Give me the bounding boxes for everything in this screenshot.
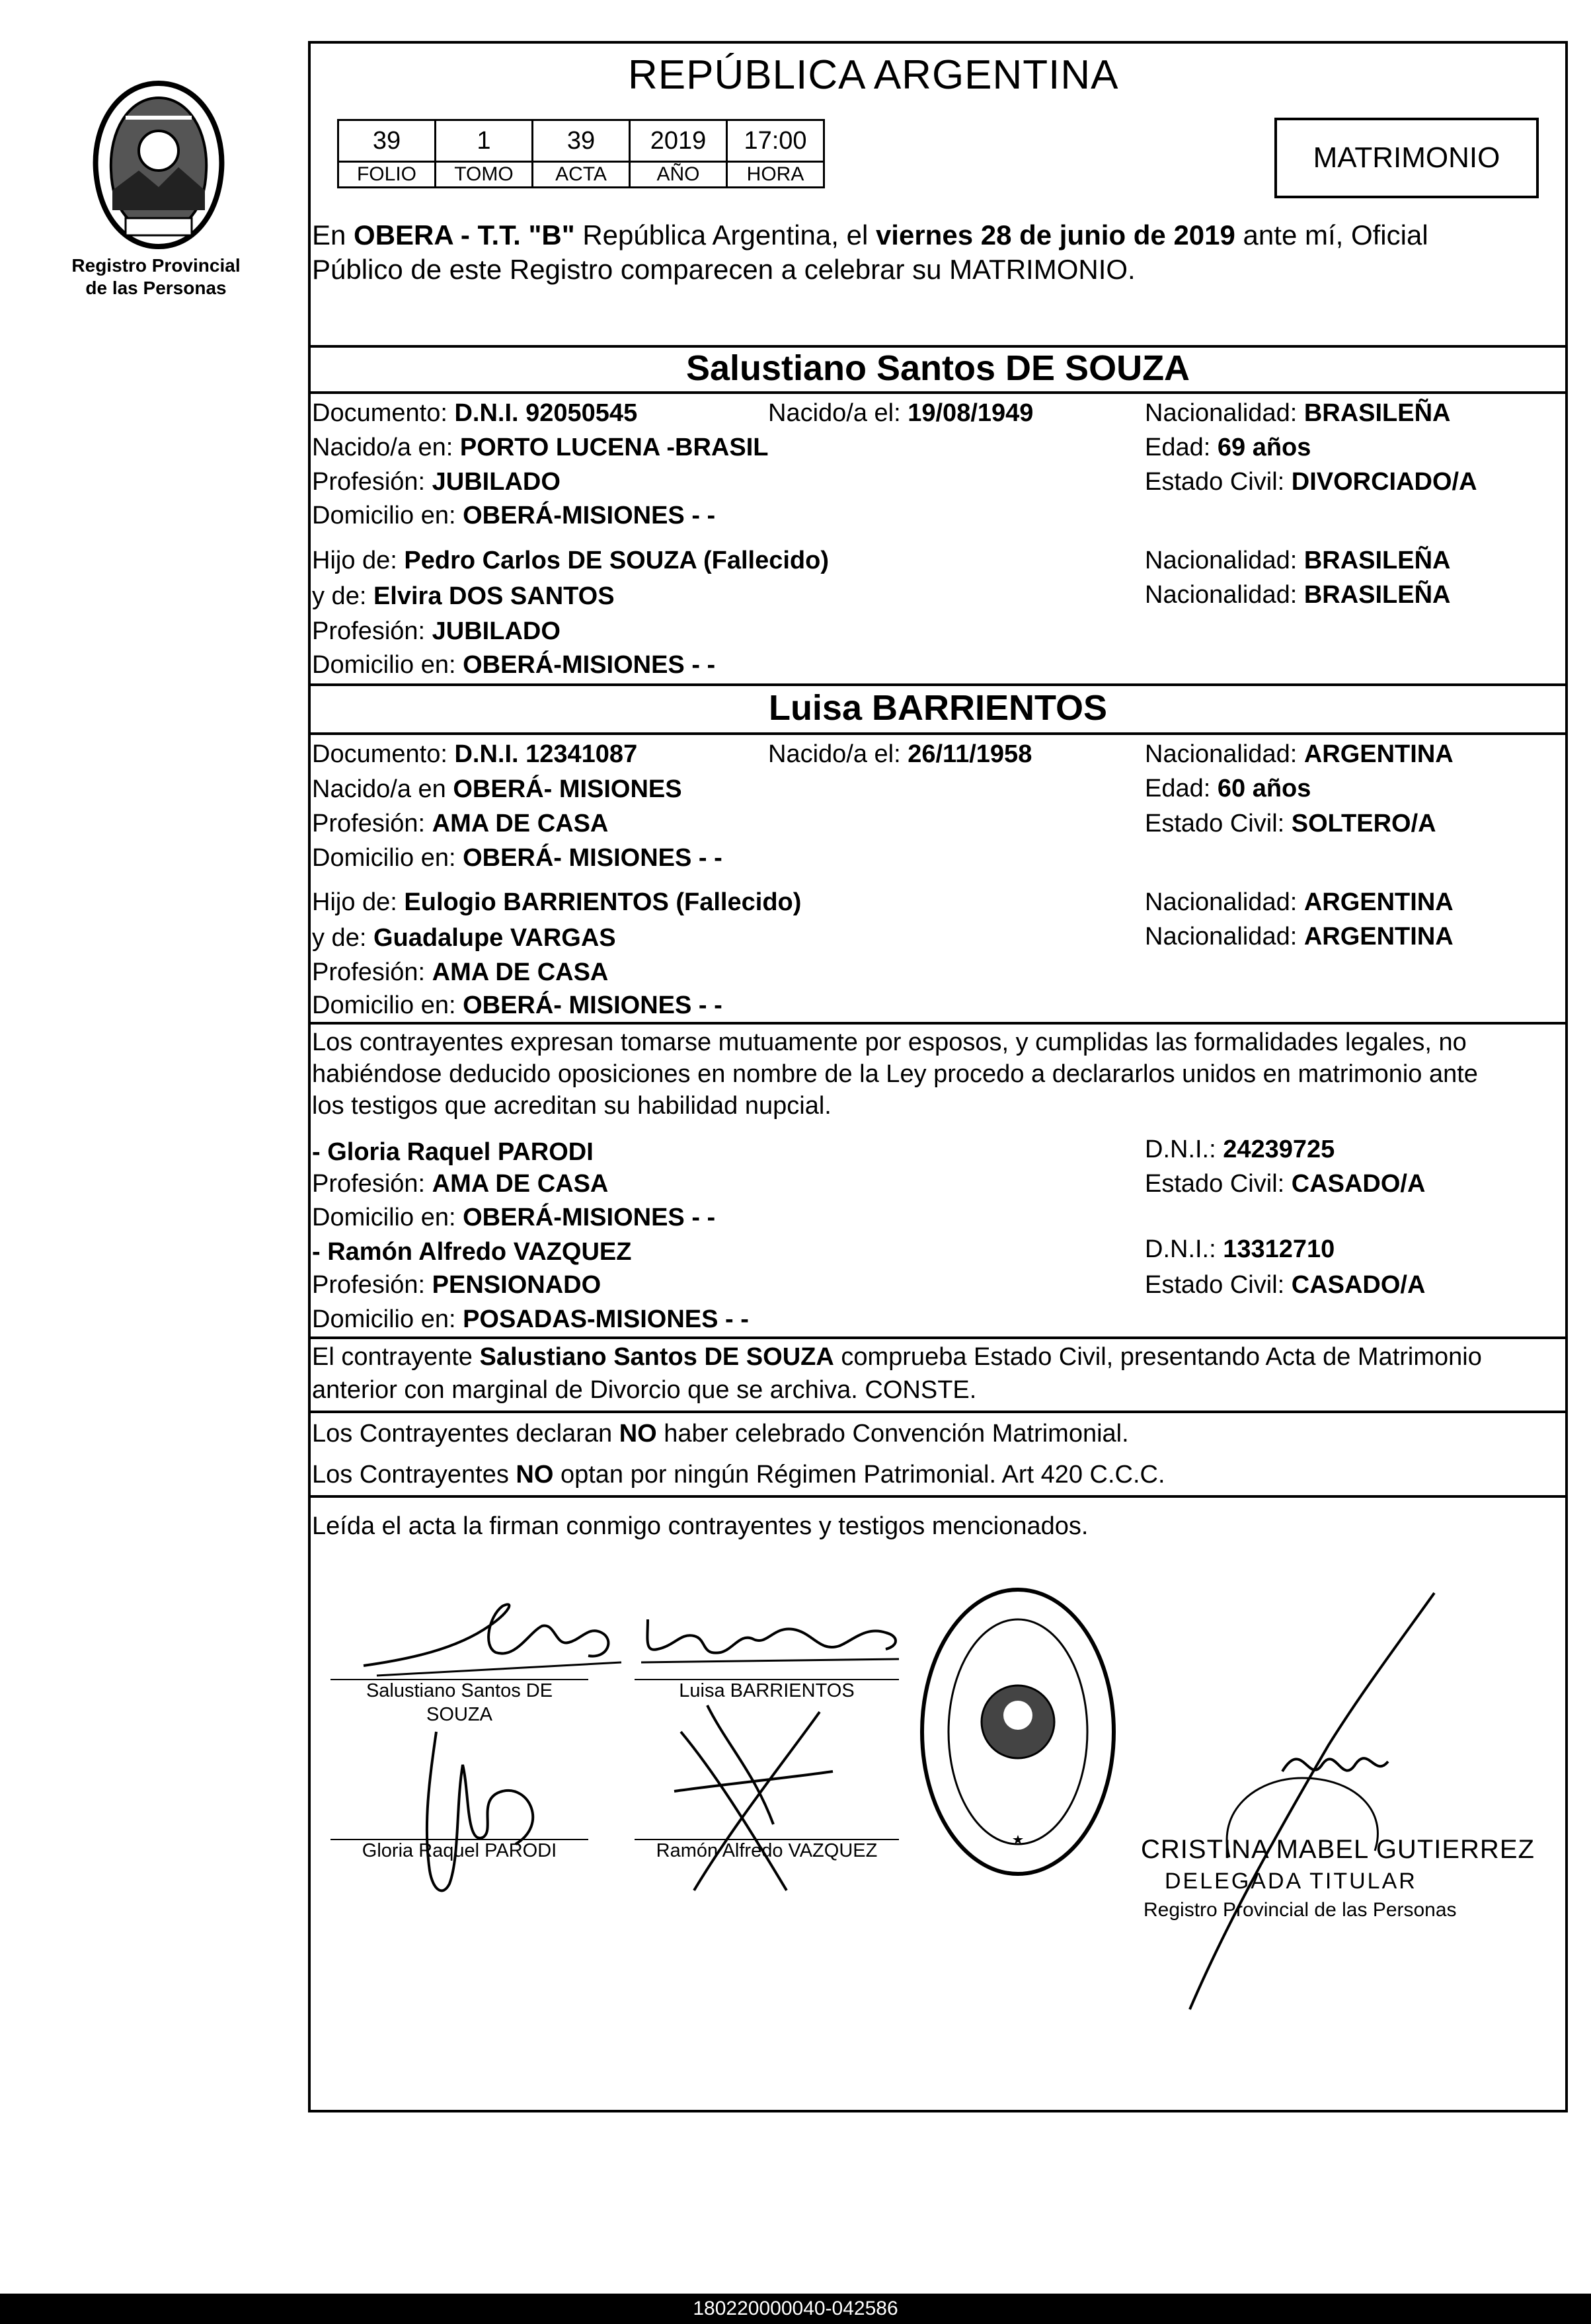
spouse1-name: Salustiano Santos DE SOUZA bbox=[685, 348, 1190, 388]
spouse2-birthdate bbox=[768, 739, 1032, 769]
spouse1-nationality bbox=[1145, 398, 1451, 428]
spouse2-address bbox=[312, 843, 722, 873]
field-value: CASADO/A bbox=[1291, 1271, 1426, 1299]
note-name: Salustiano Santos DE SOUZA bbox=[479, 1343, 834, 1371]
field-label: Profesión: bbox=[312, 1170, 432, 1198]
intro-post: ante mí, Oficial bbox=[1235, 219, 1428, 251]
field-value: JUBILADO bbox=[432, 468, 561, 496]
registry-year-label: AÑO bbox=[630, 162, 727, 188]
registry-hour-label: HORA bbox=[727, 162, 824, 188]
signature-parodi bbox=[397, 1725, 568, 1904]
field-label: Nacido/a en: bbox=[312, 434, 460, 461]
logo-caption bbox=[63, 254, 249, 299]
field-value: 69 años bbox=[1217, 434, 1311, 461]
official-role: DELEGADA TITULAR bbox=[1165, 1869, 1417, 1894]
field-value: OBERÁ- MISIONES - - bbox=[463, 844, 722, 872]
spouse1-father bbox=[312, 545, 829, 576]
signature-caption-souza bbox=[330, 1679, 588, 1726]
field-value: ARGENTINA bbox=[1303, 740, 1454, 768]
regime-line2 bbox=[312, 1459, 1165, 1490]
declaration-line1: Los contrayentes expresan tomarse mutuamente por esposos, y cumplidas las formalidades legales, no bbox=[312, 1028, 1467, 1056]
field-value: BRASILEÑA bbox=[1303, 399, 1451, 427]
witness1-profession bbox=[312, 1169, 608, 1199]
field-value: Elvira DOS SANTOS bbox=[373, 582, 615, 610]
field-value: SOLTERO/A bbox=[1291, 810, 1436, 837]
divider bbox=[308, 683, 1568, 686]
spouse2-father bbox=[312, 887, 801, 917]
field-label: Documento: bbox=[312, 399, 455, 427]
spouse1-parents-profession bbox=[312, 616, 561, 646]
field-label: Edad: bbox=[1145, 775, 1218, 802]
field-label: Profesión: bbox=[312, 1271, 432, 1299]
field-label: Profesión: bbox=[312, 617, 432, 645]
field-label: Edad: bbox=[1145, 434, 1218, 461]
regime-emphasis: NO bbox=[516, 1461, 554, 1489]
registry-folio-label: FOLIO bbox=[338, 162, 436, 188]
witness1-address bbox=[312, 1202, 715, 1233]
note-line1 bbox=[312, 1342, 1482, 1372]
intro-mid: República Argentina, el bbox=[574, 219, 876, 251]
spouse2-profession bbox=[312, 808, 608, 839]
regime-text: optan por ningún Régimen Patrimonial. Art 420 C.C.C. bbox=[553, 1461, 1165, 1489]
divider bbox=[308, 391, 1568, 394]
spouse1-civil-status bbox=[1145, 467, 1477, 497]
signature-caption-parodi: Gloria Raquel PARODI bbox=[362, 1840, 557, 1861]
field-label: y de: bbox=[312, 582, 373, 610]
note-post: comprueba Estado Civil, presentando Acta de Matrimonio bbox=[834, 1343, 1482, 1371]
spouse2-mother bbox=[312, 923, 616, 953]
spouse1-birthdate bbox=[768, 398, 1033, 428]
field-value: ARGENTINA bbox=[1303, 923, 1454, 950]
spouse2-parents-address bbox=[312, 990, 722, 1021]
spouse2-documento bbox=[312, 739, 637, 769]
field-value: ARGENTINA bbox=[1303, 888, 1454, 916]
field-value: AMA DE CASA bbox=[432, 958, 609, 986]
intro-place: OBERA - T.T. "B" bbox=[354, 219, 575, 251]
document-id-footer: 180220000040-042586 bbox=[0, 2294, 1591, 2324]
signature-vazquez bbox=[654, 1692, 853, 1910]
field-value: OBERÁ-MISIONES - - bbox=[463, 502, 716, 529]
registry-hour-value: 17:00 bbox=[727, 120, 824, 162]
intro-pre: En bbox=[312, 219, 354, 251]
delegation-seal-stamp bbox=[915, 1583, 1120, 1880]
witness2-address bbox=[312, 1304, 749, 1335]
field-value: 13312710 bbox=[1223, 1235, 1335, 1263]
field-label: Estado Civil: bbox=[1145, 1271, 1292, 1299]
field-value: OBERÁ-MISIONES - - bbox=[463, 651, 716, 679]
field-value: D.N.I. 92050545 bbox=[454, 399, 638, 427]
field-label: Nacionalidad: bbox=[1145, 740, 1304, 768]
registry-folio-value: 39 bbox=[338, 120, 436, 162]
intro-line1 bbox=[312, 218, 1428, 252]
witness1-dni bbox=[1145, 1134, 1335, 1165]
field-label: Profesión: bbox=[312, 468, 432, 496]
spouse1-address bbox=[312, 500, 715, 531]
field-label: Nacido/a el: bbox=[768, 740, 908, 768]
signature-souza bbox=[357, 1586, 635, 1685]
field-label: Nacionalidad: bbox=[1145, 399, 1304, 427]
field-value: 19/08/1949 bbox=[908, 399, 1034, 427]
registry-table bbox=[337, 119, 825, 188]
signature-barrientos bbox=[635, 1600, 912, 1672]
spouse2-father-nationality bbox=[1145, 887, 1454, 917]
regime-text: Los Contrayentes bbox=[312, 1461, 516, 1489]
field-label: Domicilio en: bbox=[312, 502, 463, 529]
regime-line1 bbox=[312, 1418, 1129, 1449]
field-label: Domicilio en: bbox=[312, 991, 463, 1019]
spouse2-age bbox=[1145, 773, 1311, 804]
field-value: PORTO LUCENA -BRASIL bbox=[459, 434, 769, 461]
divider bbox=[308, 732, 1568, 735]
witness1-civil-status bbox=[1145, 1169, 1425, 1199]
province-seal-logo bbox=[86, 78, 231, 251]
field-value: Eulogio BARRIENTOS (Fallecido) bbox=[404, 888, 802, 916]
spouse1-profession bbox=[312, 467, 561, 497]
field-label: Nacionalidad: bbox=[1145, 923, 1304, 950]
field-label: Profesión: bbox=[312, 810, 432, 837]
field-label: Nacido/a en bbox=[312, 775, 453, 803]
field-value: Guadalupe VARGAS bbox=[373, 924, 616, 952]
spouse1-mother-nationality bbox=[1145, 580, 1451, 610]
spouse2-civil-status bbox=[1145, 808, 1436, 839]
field-value: OBERÁ-MISIONES - - bbox=[463, 1204, 716, 1231]
spouse1-age bbox=[1145, 432, 1311, 463]
regime-text: haber celebrado Convención Matrimonial. bbox=[656, 1420, 1129, 1448]
note-pre: El contrayente bbox=[312, 1343, 480, 1371]
registry-year-value: 2019 bbox=[630, 120, 727, 162]
field-value: 60 años bbox=[1217, 775, 1311, 802]
field-value: OBERÁ- MISIONES - - bbox=[463, 991, 722, 1019]
field-value: 26/11/1958 bbox=[908, 740, 1032, 768]
signature-caption-line: SOUZA bbox=[426, 1704, 492, 1725]
signature-official bbox=[1150, 1573, 1520, 2023]
spouse1-mother bbox=[312, 581, 615, 611]
logo-caption-line1: Registro Provincial bbox=[71, 255, 241, 276]
field-value: OBERÁ- MISIONES bbox=[453, 775, 682, 803]
field-value: BRASILEÑA bbox=[1303, 581, 1451, 609]
spouse2-parents-profession bbox=[312, 957, 608, 988]
spouse2-birthplace bbox=[312, 774, 682, 804]
witness1-name: - Gloria Raquel PARODI bbox=[312, 1138, 594, 1166]
spouse2-nationality bbox=[1145, 739, 1454, 769]
field-label: Hijo de: bbox=[312, 547, 405, 574]
field-label: Nacionalidad: bbox=[1145, 888, 1304, 916]
act-type-box: MATRIMONIO bbox=[1274, 118, 1539, 198]
field-value: Pedro Carlos DE SOUZA (Fallecido) bbox=[404, 547, 829, 574]
page-title: REPÚBLICA ARGENTINA bbox=[628, 52, 1119, 98]
spouse1-father-nationality bbox=[1145, 545, 1451, 576]
field-value: PENSIONADO bbox=[432, 1271, 601, 1299]
field-label: Estado Civil: bbox=[1145, 810, 1292, 837]
field-label: Estado Civil: bbox=[1145, 1170, 1292, 1198]
field-value: CASADO/A bbox=[1291, 1170, 1426, 1198]
declaration-line3: los testigos que acreditan su habilidad nupcial. bbox=[312, 1092, 832, 1120]
field-label: Estado Civil: bbox=[1145, 468, 1292, 496]
field-label: Domicilio en: bbox=[312, 651, 463, 679]
note-line2: anterior con marginal de Divorcio que se archiva. CONSTE. bbox=[312, 1376, 977, 1404]
signature-caption-line: Salustiano Santos DE bbox=[366, 1680, 553, 1701]
field-label: Domicilio en: bbox=[312, 844, 463, 872]
witness2-civil-status bbox=[1145, 1270, 1425, 1300]
field-label: Hijo de: bbox=[312, 888, 405, 916]
signature-caption-vazquez: Ramón Alfredo VAZQUEZ bbox=[656, 1840, 878, 1861]
divider bbox=[308, 1495, 1568, 1498]
field-label: Profesión: bbox=[312, 958, 432, 986]
intro-date: viernes 28 de junio de 2019 bbox=[875, 219, 1235, 251]
field-value: JUBILADO bbox=[432, 617, 561, 645]
regime-emphasis: NO bbox=[619, 1420, 657, 1448]
field-label: Domicilio en: bbox=[312, 1305, 463, 1333]
field-label: Nacionalidad: bbox=[1145, 581, 1304, 609]
logo-caption-line2: de las Personas bbox=[85, 278, 227, 298]
spouse2-name: Luisa BARRIENTOS bbox=[768, 688, 1108, 728]
divider bbox=[308, 1336, 1568, 1339]
spouse1-birthplace bbox=[312, 432, 768, 463]
field-value: 24239725 bbox=[1223, 1136, 1335, 1163]
field-label: y de: bbox=[312, 924, 373, 952]
official-org: Registro Provincial de las Personas bbox=[1144, 1899, 1457, 1921]
field-value: AMA DE CASA bbox=[432, 810, 609, 837]
regime-text: Los Contrayentes declaran bbox=[312, 1420, 619, 1448]
field-value: POSADAS-MISIONES - - bbox=[463, 1305, 749, 1333]
registry-tomo-label: TOMO bbox=[436, 162, 533, 188]
witness2-name: - Ramón Alfredo VAZQUEZ bbox=[312, 1238, 632, 1266]
field-label: Nacido/a el: bbox=[768, 399, 908, 427]
field-value: BRASILEÑA bbox=[1303, 547, 1451, 574]
spouse1-parents-address bbox=[312, 650, 715, 680]
divider bbox=[308, 1022, 1568, 1025]
field-label: Nacionalidad: bbox=[1145, 547, 1304, 574]
field-value: D.N.I. 12341087 bbox=[454, 740, 638, 768]
field-label: Domicilio en: bbox=[312, 1204, 463, 1231]
spouse1-documento bbox=[312, 398, 637, 428]
field-label: Documento: bbox=[312, 740, 455, 768]
registry-tomo-value: 1 bbox=[436, 120, 533, 162]
official-name: CRISTINA MABEL GUTIERREZ bbox=[1141, 1835, 1535, 1864]
divider bbox=[308, 1411, 1568, 1413]
field-value: AMA DE CASA bbox=[432, 1170, 609, 1198]
field-label: D.N.I.: bbox=[1145, 1136, 1223, 1163]
spouse2-mother-nationality bbox=[1145, 921, 1454, 952]
closing-text: Leída el acta la firman conmigo contrayentes y testigos mencionados. bbox=[312, 1512, 1089, 1540]
registry-acta-value: 39 bbox=[533, 120, 630, 162]
field-value: DIVORCIADO/A bbox=[1291, 468, 1477, 496]
field-label: D.N.I.: bbox=[1145, 1235, 1223, 1263]
registry-acta-label: ACTA bbox=[533, 162, 630, 188]
witness2-profession bbox=[312, 1270, 601, 1300]
witness2-dni bbox=[1145, 1234, 1335, 1264]
declaration-line2: habiéndose deducido oposiciones en nombre de la Ley procedo a declararlos unidos en matrimonio ante bbox=[312, 1060, 1478, 1088]
intro-line2: Público de este Registro comparecen a celebrar su MATRIMONIO. bbox=[312, 254, 1136, 285]
signature-caption-barrientos: Luisa BARRIENTOS bbox=[679, 1680, 855, 1701]
